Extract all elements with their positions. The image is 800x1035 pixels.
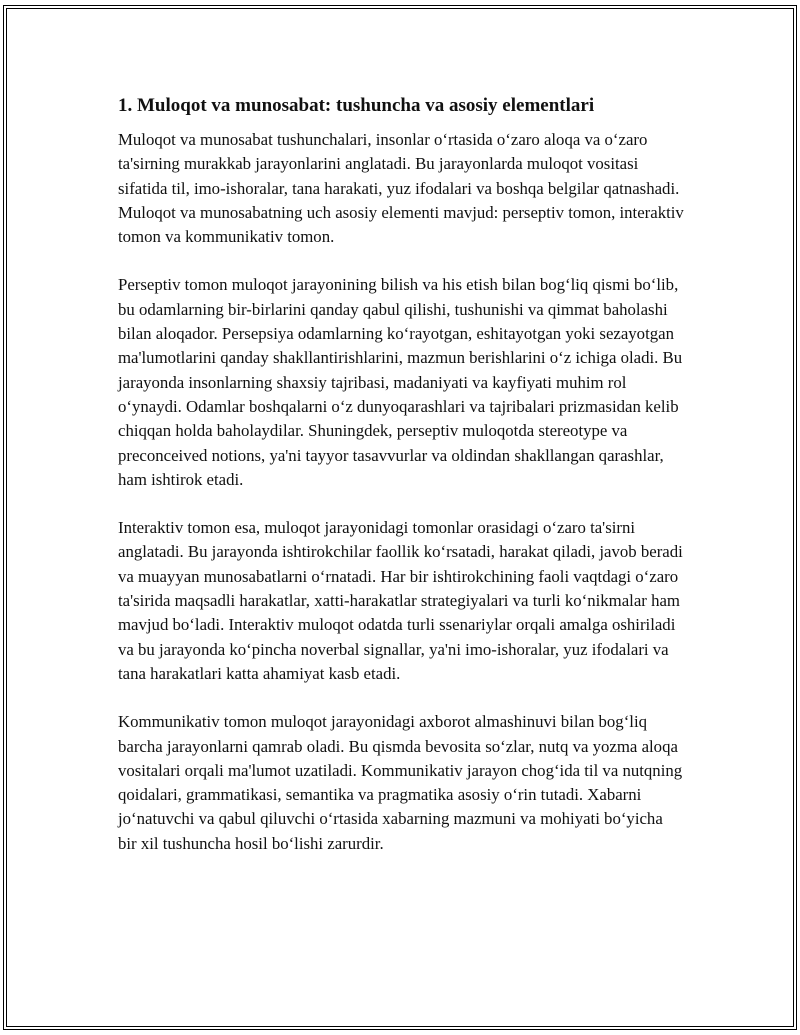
section-heading: 1. Muloqot va munosabat: tushuncha va asosiy elementlari: [118, 95, 595, 116]
paragraph-perceptive: Perseptiv tomon muloqot jarayonining bilish va his etish bilan bogʻliq qismi boʻlib, bu odamlarning bir-birlarini qanday qabul qilishi, tushunishi va qimmat baholashi bilan aloqador. Persepsiya odamlarning koʻrayotgan, eshitayotgan yoki sezayotgan ma'lumotlarini qanday shakllantirishlarini, mazmun berishlarini oʻz ichiga oladi. Bu jarayonda insonlarning shaxsiy tajribasi, madaniyati va kayfiyati muhim rol oʻynaydi. Odamlar boshqalarni oʻz dunyoqarashlari va tajribalari prizmasidan kelib chiqqan holda baholaydilar. Shuningdek, perseptiv muloqotda stereotype va preconceived notions, ya'ni tayyor tasavvurlar va oldindan shakllangan qarashlar, ham ishtirok etadi.: [118, 275, 683, 489]
paragraph-communicative: Kommunikativ tomon muloqot jarayonidagi axborot almashinuvi bilan bogʻliq barcha jarayonlarni qamrab oladi. Bu qismda bevosita soʻzlar, nutq va yozma aloqa vositalari orqali ma'lumot uzatiladi. Kommunikativ jarayon chogʻida til va nutqning qoidalari, grammatikasi, semantika va pragmatika asosiy oʻrin tutadi. Xabarni joʻnatuvchi va qabul qiluvchi oʻrtasida xabarning mazmuni va mohiyati boʻyicha bir xil tushuncha hosil boʻlishi zarurdir.: [118, 712, 683, 853]
paragraph-interactive: Interaktiv tomon esa, muloqot jarayonidagi tomonlar orasidagi oʻzaro ta'sirni anglatadi. Bu jarayonda ishtirokchilar faollik koʻrsatadi, harakat qiladi, javob beradi va muayyan munosabatlarni oʻrnatadi. Har bir ishtirokchining faoli vaqtdagi oʻzaro ta'sirida maqsadli harakatlar, xatti-harakatlar strategiyalari va turli koʻnikmalar ham mavjud boʻladi. Interaktiv muloqot odatda turli ssenariylar orqali amalga oshiriladi va bu jarayonda koʻpincha noverbal signallar, ya'ni imo-ishoralar, yuz ifodalari va tana harakatlari katta ahamiyat kasb etadi.: [118, 518, 683, 683]
paragraph-intro: Muloqot va munosabat tushunchalari, insonlar oʻrtasida oʻzaro aloqa va oʻzaro ta'sirning murakkab jarayonlarini anglatadi. Bu jarayonlarda muloqot vositasi sifatida til, imo-ishoralar, tana harakati, yuz ifodalari va boshqa belgilar qatnashadi. Muloqot va munosabatning uch asosiy elementi mavjud: perseptiv tomon, interaktiv tomon va kommunikativ tomon.: [118, 130, 684, 247]
document-body: [118, 94, 684, 880]
